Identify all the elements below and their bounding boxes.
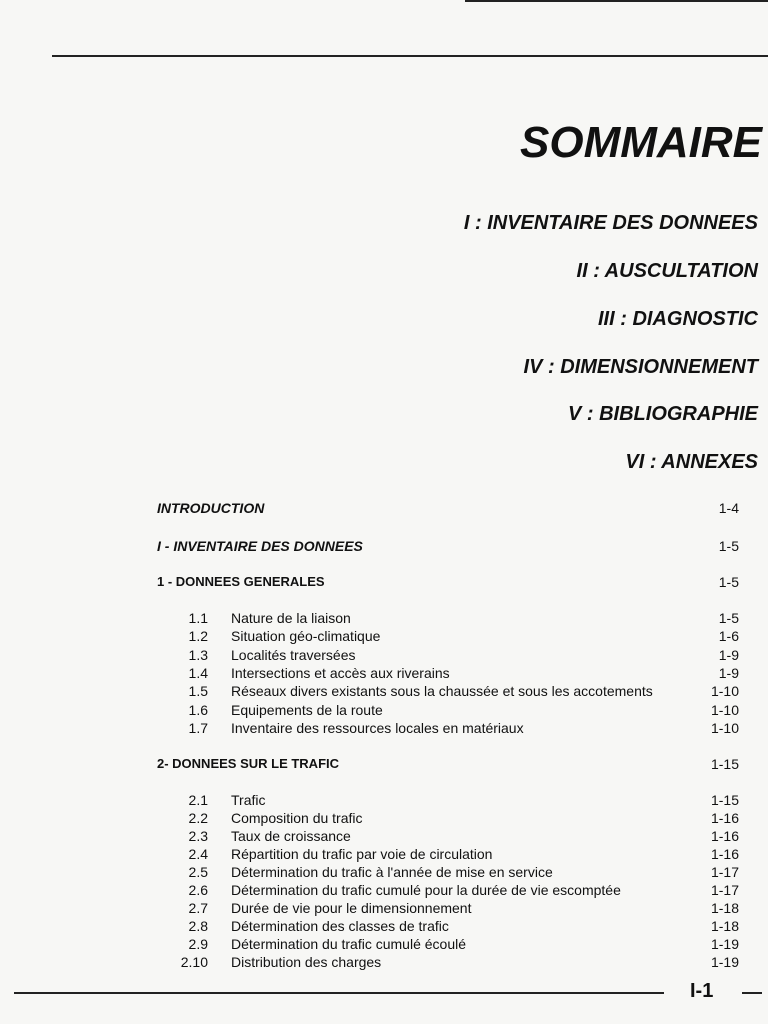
toc-item-number: 2.1 xyxy=(188,792,208,808)
toc-item-page: 1-10 xyxy=(710,720,739,736)
toc-item-page: 1-16 xyxy=(710,846,739,862)
toc-item-label: Réseaux divers existants sous la chaussée et sous les accotements xyxy=(231,683,653,699)
toc-item-number: 1.7 xyxy=(188,720,208,736)
part-heading-5: V : BIBLIOGRAPHIE xyxy=(567,403,758,425)
part-heading-1: I : INVENTAIRE DES DONNEES xyxy=(463,212,758,234)
toc-section1-label: 1 - DONNEES GENERALES xyxy=(157,574,325,589)
toc-item-page: 1-18 xyxy=(710,918,739,934)
toc-item-page: 1-18 xyxy=(710,900,739,916)
toc-item-number: 1.3 xyxy=(188,647,208,663)
toc-item-label: Localités traversées xyxy=(231,647,356,663)
toc-item-page: 1-6 xyxy=(718,628,739,644)
toc-item-page: 1-5 xyxy=(718,610,739,626)
toc-item-number: 2.9 xyxy=(188,936,208,952)
top-rule xyxy=(52,55,768,57)
toc-item-number: 2.3 xyxy=(188,828,208,844)
toc-item-number: 2.5 xyxy=(188,864,208,880)
toc-item-number: 2.8 xyxy=(188,918,208,934)
toc-section1-page: 1-5 xyxy=(718,574,739,590)
toc-item-label: Détermination du trafic cumulé pour la durée de vie escomptée xyxy=(231,882,621,898)
toc-introduction-label: INTRODUCTION xyxy=(157,500,265,516)
toc-item-page: 1-16 xyxy=(710,810,739,826)
footer-page-number: I-1 xyxy=(690,980,714,1002)
toc-item-page: 1-17 xyxy=(710,864,739,880)
toc-item-label: Détermination des classes de trafic xyxy=(231,918,449,934)
toc-section2-label: 2- DONNEES SUR LE TRAFIC xyxy=(157,756,340,771)
toc-item-number: 2.2 xyxy=(188,810,208,826)
toc-item-number: 2.10 xyxy=(180,954,208,970)
toc-item-number: 1.1 xyxy=(188,610,208,626)
toc-item-number: 1.6 xyxy=(188,702,208,718)
toc-part1-page: 1-5 xyxy=(718,538,739,554)
toc-item-page: 1-9 xyxy=(718,647,739,663)
part-heading-3: III : DIAGNOSTIC xyxy=(598,308,758,330)
toc-item-label: Nature de la liaison xyxy=(231,610,351,626)
toc-introduction-page: 1-4 xyxy=(718,500,739,516)
toc-item-number: 2.7 xyxy=(188,900,208,916)
toc-item-page: 1-15 xyxy=(710,792,739,808)
toc-item-number: 1.5 xyxy=(188,683,208,699)
toc-item-page: 1-16 xyxy=(710,828,739,844)
toc-item-label: Intersections et accès aux riverains xyxy=(231,665,450,681)
toc-item-label: Situation géo-climatique xyxy=(231,628,381,644)
footer-dash xyxy=(742,992,762,994)
toc-item-label: Inventaire des ressources locales en matériaux xyxy=(231,720,524,736)
toc-section2-page: 1-15 xyxy=(710,756,739,772)
toc-item-label: Composition du trafic xyxy=(231,810,363,826)
toc-item-page: 1-17 xyxy=(710,882,739,898)
toc-item-label: Equipements de la route xyxy=(231,702,383,718)
toc-item-label: Trafic xyxy=(231,792,266,808)
page-title: SOMMAIRE xyxy=(520,118,762,167)
toc-item-label: Distribution des charges xyxy=(231,954,382,970)
toc-item-label: Durée de vie pour le dimensionnement xyxy=(231,900,472,916)
toc-item-number: 1.2 xyxy=(188,628,208,644)
top-short-rule xyxy=(465,0,768,2)
toc-item-label: Détermination du trafic à l'année de mise en service xyxy=(231,864,553,880)
toc-item-page: 1-10 xyxy=(710,683,739,699)
toc-item-page: 1-19 xyxy=(710,954,739,970)
toc-item-label: Répartition du trafic par voie de circulation xyxy=(231,846,493,862)
toc-part1-label: I - INVENTAIRE DES DONNEES xyxy=(157,538,363,554)
toc-item-page: 1-9 xyxy=(718,665,739,681)
part-heading-4: IV : DIMENSIONNEMENT xyxy=(523,356,758,378)
toc-item-label: Taux de croissance xyxy=(231,828,351,844)
bottom-rule xyxy=(14,992,664,994)
part-heading-2: II : AUSCULTATION xyxy=(576,260,758,282)
toc-item-number: 2.4 xyxy=(188,846,208,862)
toc-item-label: Détermination du trafic cumulé écoulé xyxy=(231,936,467,952)
toc-item-number: 2.6 xyxy=(188,882,208,898)
toc-item-page: 1-19 xyxy=(710,936,739,952)
toc-item-number: 1.4 xyxy=(188,665,208,681)
toc-item-page: 1-10 xyxy=(710,702,739,718)
part-heading-6: VI : ANNEXES xyxy=(625,451,758,473)
